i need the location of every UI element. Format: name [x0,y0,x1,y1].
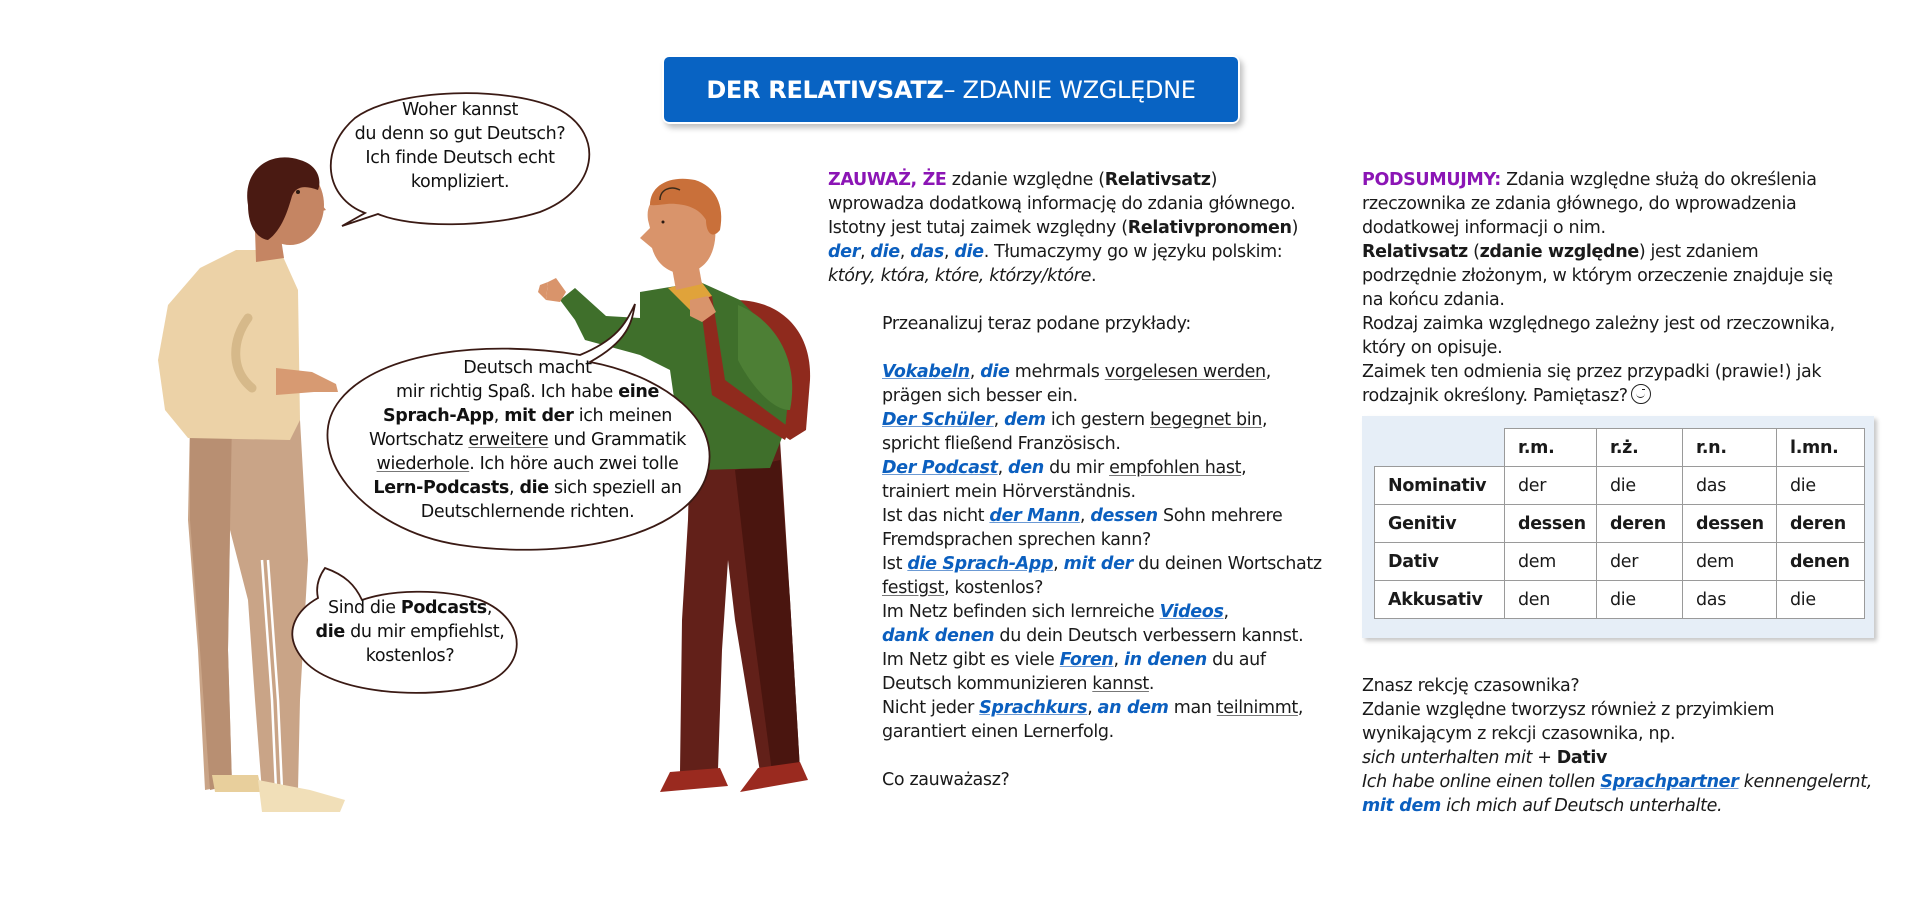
intro-label: ZAUWAŻ, ŻE [828,170,947,190]
examples-block [828,312,1348,792]
example-3: Der Podcast, den du mir empfohlen hast, [882,458,1247,478]
title-rest: – ZDANIE WZGLĘDNE [943,75,1196,104]
summary-text: ) jest zdaniem [1638,242,1759,262]
table-cell: deren [1597,505,1683,543]
bubble-1-line: Ich finde Deutsch echt [365,148,555,168]
intro-line-1 [828,168,1348,192]
example-noun: Der Podcast [882,458,998,478]
example-5-line-2 [882,576,1348,600]
table-cell: das [1683,581,1777,619]
table-cell: dem [1505,543,1597,581]
pronoun: die [870,242,900,262]
example-text: , [1297,698,1304,718]
table-cell: der [1505,467,1597,505]
summary-text: Zdania względne służą do określenia [1500,170,1817,190]
bubble-2-bold: Sprach-App [383,406,494,426]
example-verb: vorgelesen werden [1104,362,1266,382]
summary-text: ( [1467,242,1480,262]
example-1: Vokabeln, die mehrmals vorgelesen werden, [882,362,1271,382]
summary-line-2: rzeczownika ze zdania głównego, do wprowadzenia [1362,194,1797,214]
bubble-1-line: Woher kannst [401,100,519,120]
table-cell: deren [1777,505,1865,543]
rektion-italic: sich unterhalten mit [1362,748,1532,768]
table-row-header: Dativ [1375,543,1505,581]
table-row [1375,581,1865,619]
intro-bold: Relativpronomen [1127,218,1292,238]
table-header: r.n. [1683,429,1777,467]
rektion-line-2: Zdanie względne tworzysz również z przyimkiem [1362,700,1775,720]
bubble-2-text-part: . Ich höre auch zwei tolle [469,454,679,474]
example-pronoun: den [1008,458,1044,478]
bubble-1-text [340,98,580,194]
rektion-text: Ich habe online einen tollen [1362,772,1601,792]
bubble-1-line: kompliziert. [410,172,510,192]
bubble-2-underlined: wiederhole [376,454,470,474]
rektion-line-6 [1362,794,1902,818]
intro-line-4 [828,240,1348,264]
table-header: r.m. [1505,429,1597,467]
example-pronoun: dem [1004,410,1046,430]
example-noun: Foren [1059,650,1114,670]
bubble-2-bold: eine [618,382,659,402]
table-row-header: Nominativ [1375,467,1505,505]
bubble-2-bold: mit der [504,406,574,426]
bubble-3-bold: Podcasts [400,598,487,618]
bubble-2-line: Deutschlernende richten. [420,502,635,522]
summary-line-9: Zaimek ten odmienia się przez przypadki (prawie!) jak [1362,362,1822,382]
bubble-3-text-part: , [486,598,493,618]
example-verb: festigst [882,578,945,598]
intro-text: . Tłumaczymy go w języku polskim: [983,242,1283,262]
bubble-2-text-part: Wortschatz [368,430,469,450]
example-7: Im Netz gibt es viele Foren, in denen du auf [882,650,1266,670]
example-noun: Sprachkurs [979,698,1088,718]
example-6-line-2 [882,624,1348,648]
intro-text: . [1091,266,1097,286]
example-pronoun: dank denen [882,626,995,646]
summary-line-4 [1362,240,1892,264]
examples-heading: Przeanalizuj teraz podane przykłady: [882,314,1191,334]
separator: , [943,242,955,262]
example-text: , [1223,602,1229,622]
summary-bold: zdanie względne [1479,242,1639,262]
example-text: , [1241,458,1247,478]
intro-italic: który, która, które, którzy/które [828,266,1092,286]
table-cell: dessen [1683,505,1777,543]
table-cell: die [1597,581,1683,619]
bubble-2-text-part: mir richtig Spaß. Ich habe [396,382,619,402]
example-verb: teilnimmt [1216,698,1298,718]
rektion-text: + [1532,748,1557,768]
intro-bold: Relativsatz [1104,170,1211,190]
example-text: Im Netz befinden sich lernreiche [882,602,1160,622]
example-7-line-2 [882,672,1348,696]
left-person-figure [158,157,345,812]
summary-line-8: który on opisuje. [1362,338,1503,358]
example-text: , [1262,410,1268,430]
declension-table-box [1362,416,1874,638]
rektion-line-1: Znasz rekcję czasownika? [1362,676,1580,696]
example-pronoun: an dem [1097,698,1169,718]
intro-line-2: wprowadza dodatkową informację do zdania głównego. [828,194,1296,214]
example-8: Nicht jeder Sprachkurs, an dem man teilnimmt, [882,698,1304,718]
bubble-2-underlined: erweitere [468,430,549,450]
bubble-2-text [345,356,710,524]
bubble-3-text [300,596,520,668]
example-pronoun: mit der [1063,554,1133,574]
example-pronoun: dessen [1090,506,1158,526]
summary-column [1362,168,1892,408]
example-2-line-2: spricht fließend Französisch. [882,434,1121,454]
pronoun: das [910,242,944,262]
bubble-2-line: Deutsch macht [463,358,592,378]
example-text: , [1265,362,1271,382]
intro-text: zdanie względne ( [946,170,1105,190]
table-cell: die [1597,467,1683,505]
table-header: l.mn. [1777,429,1865,467]
separator: , [899,242,911,262]
bubble-3-bold: die [315,622,345,642]
example-text: Im Netz gibt es viele [882,650,1060,670]
example-noun: der Mann [989,506,1080,526]
table-corner [1375,429,1505,467]
table-header-row [1375,429,1865,467]
example-text: Ist [882,554,908,574]
bubble-2-text-part: ich meinen [573,406,672,426]
table-cell: den [1505,581,1597,619]
example-8-line-2: garantiert einen Lernerfolg. [882,722,1114,742]
wink-smiley-icon [1631,384,1651,404]
intro-column [828,168,1348,792]
example-text: du mir [1043,458,1110,478]
table-row [1375,505,1865,543]
summary-line-1 [1362,168,1892,192]
summary-text: rodzajnik określony. Pamiętasz? [1362,386,1628,406]
intro-text: ) [1291,218,1299,238]
example-5: Ist die Sprach-App, mit der du deinen Wortschatz [882,554,1322,574]
example-text: Deutsch kommunizieren [882,674,1093,694]
example-verb: empfohlen hast [1109,458,1242,478]
table-row [1375,467,1865,505]
summary-line-3: dodatkowej informacji o nim. [1362,218,1606,238]
bubble-1-line: du denn so gut Deutsch? [354,124,566,144]
summary-line-6: na końcu zdania. [1362,290,1505,310]
example-text: , kostenlos? [944,578,1044,598]
table-cell: denen [1777,543,1865,581]
example-text: . [1148,674,1155,694]
table-cell: das [1683,467,1777,505]
rektion-text: kennengelernt, [1738,772,1872,792]
intro-line-5 [828,264,1348,288]
example-noun: Vokabeln [882,362,970,382]
rektion-bold: Dativ [1556,748,1608,768]
table-cell: die [1777,467,1865,505]
bubble-2-text-part: , [509,478,520,498]
table-row-header: Genitiv [1375,505,1505,543]
bubble-2-bold: die [519,478,549,498]
rektion-line-3: wynikającym z rekcji czasownika, np. [1362,724,1676,744]
example-noun: Videos [1159,602,1224,622]
title-bold: DER RELATIVSATZ [706,75,944,104]
rektion-block [1362,674,1902,818]
example-text: Sohn mehrere [1157,506,1283,526]
example-4: Ist das nicht der Mann, dessen Sohn mehrere [882,506,1283,526]
rektion-line-4 [1362,746,1902,770]
bubble-2-text-part: und Grammatik [548,430,686,450]
declension-table [1374,428,1865,619]
example-1-line-2: prägen sich besser ein. [882,386,1078,406]
intro-line-3 [828,216,1348,240]
summary-line-10 [1362,384,1892,408]
intro-text: ) [1210,170,1218,190]
example-text: ich gestern [1045,410,1151,430]
bubble-3-line: kostenlos? [365,646,455,666]
rektion-pronoun: mit dem [1362,796,1441,816]
example-text: Nicht jeder [882,698,980,718]
table-row [1375,543,1865,581]
table-cell: dem [1683,543,1777,581]
example-noun: Der Schüler [882,410,994,430]
bubble-2-text-part: sich speziell an [548,478,682,498]
table-header: r.ż. [1597,429,1683,467]
example-noun: die Sprach-App [907,554,1054,574]
bubble-3-text-part: Sind die [327,598,401,618]
rektion-text: ich mich auf Deutsch unterhalte. [1440,796,1723,816]
bubble-3-text-part: du mir empfiehlst, [344,622,505,642]
example-text: du deinen Wortschatz [1132,554,1322,574]
table-cell: dessen [1505,505,1597,543]
example-text: Ist das nicht [882,506,990,526]
bubble-2-bold: Lern-Podcasts [373,478,509,498]
example-2: Der Schüler, dem ich gestern begegnet bin, [882,410,1268,430]
example-verb: kannst [1092,674,1149,694]
example-3-line-2: trainiert mein Hörverständnis. [882,482,1136,502]
table-cell: die [1777,581,1865,619]
pronoun: der [828,242,860,262]
rektion-noun: Sprachpartner [1600,772,1739,792]
example-verb: begegnet bin [1150,410,1263,430]
rektion-line-5 [1362,770,1902,794]
title-banner [662,55,1240,124]
examples-question: Co zauważasz? [882,770,1010,790]
bubble-2-text-part: , [493,406,505,426]
example-6 [882,600,1348,624]
page-title [664,57,1238,122]
example-text: du auf [1206,650,1266,670]
summary-bold: Relativsatz [1362,242,1468,262]
example-text: man [1168,698,1217,718]
summary-line-7: Rodzaj zaimka względnego zależny jest od rzeczownika, [1362,314,1835,334]
pronoun: die [954,242,984,262]
table-row-header: Akkusativ [1375,581,1505,619]
example-text: du dein Deutsch verbessern kannst. [994,626,1304,646]
table-cell: der [1597,543,1683,581]
example-text: mehrmals [1009,362,1105,382]
example-pronoun: in denen [1123,650,1207,670]
summary-label: PODSUMUJMY: [1362,170,1501,190]
example-4-line-2: Fremdsprachen sprechen kann? [882,530,1151,550]
separator: , [859,242,871,262]
summary-line-5: podrzędnie złożonym, w którym orzeczenie znajduje się [1362,266,1833,286]
intro-text: Istotny jest tutaj zaimek względny ( [828,218,1128,238]
example-pronoun: die [980,362,1010,382]
